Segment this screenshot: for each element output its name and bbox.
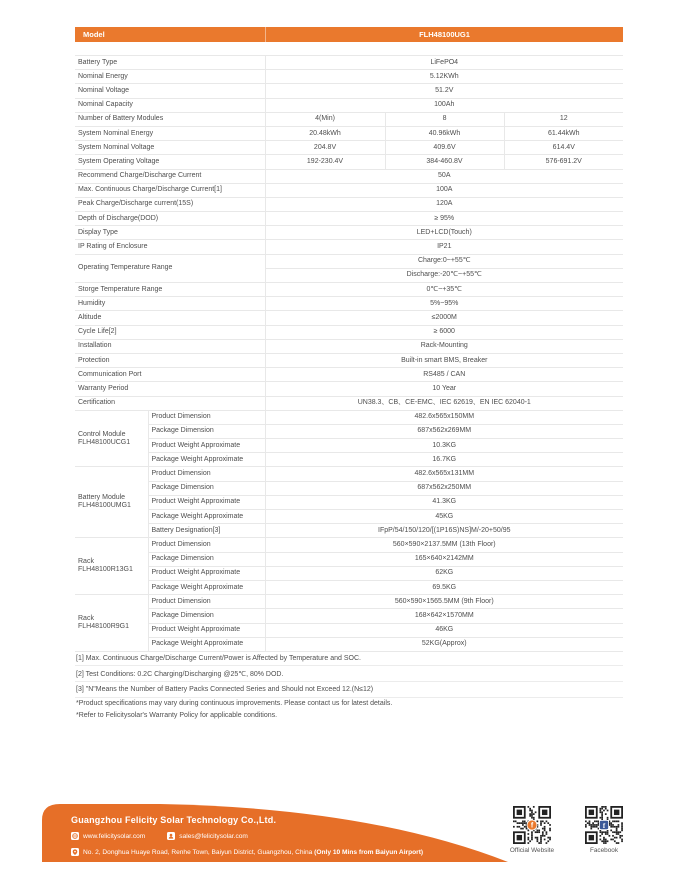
spec-value: 0℃~+35℃ (265, 283, 623, 297)
spec-row (75, 155, 623, 169)
spec-label: Display Type (75, 226, 265, 240)
spec-row (75, 453, 623, 467)
address-text: No. 2, Donghua Huaye Road, Renhe Town, Baiyun District, Guangzhou, China (Only 10 Mins from Baiyun Airport) (83, 848, 424, 856)
spec-row (75, 495, 623, 509)
spec-label: Certification (75, 396, 265, 410)
spec-row (75, 396, 623, 410)
spec-value: 16.7KG (265, 453, 623, 467)
group-model: FLH48100UCG1 (78, 438, 131, 446)
spec-row (75, 183, 623, 197)
model-label: Model (83, 30, 105, 39)
spec-row (75, 141, 623, 155)
spec-row (75, 70, 623, 84)
spec-value: 100Ah (265, 98, 623, 112)
spec-label: Battery Type (75, 56, 265, 70)
spec-row (75, 254, 623, 268)
qr-official-website (504, 806, 560, 854)
spec-value: 52KG(Approx) (265, 637, 623, 651)
spec-label: System Nominal Voltage (75, 141, 265, 155)
footnote-line: *Refer to Felicitysolar's Warranty Policy for applicable conditions. (76, 711, 278, 719)
spec-label: Nominal Voltage (75, 84, 265, 98)
spec-sublabel: Package Dimension (148, 552, 265, 566)
spec-sublabel: Product Dimension (148, 538, 265, 552)
spec-value: 46KG (265, 623, 623, 637)
spec-sublabel: Product Dimension (148, 595, 265, 609)
spec-row (75, 98, 623, 112)
contact-person-icon (167, 832, 175, 840)
spec-sublabel: Product Weight Approximate (148, 623, 265, 637)
spec-value: 10 Year (265, 382, 623, 396)
spec-sublabel: Package Weight Approximate (148, 453, 265, 467)
spec-sublabel: Product Weight Approximate (148, 566, 265, 580)
spec-label: Nominal Energy (75, 70, 265, 84)
spec-row (75, 240, 623, 254)
spec-row (75, 481, 623, 495)
spec-value: 41.3KG (265, 495, 623, 509)
spec-row (75, 197, 623, 211)
company-name: Guangzhou Felicity Solar Technology Co.,Ltd. (71, 815, 277, 825)
spec-row (75, 212, 623, 226)
footnote-line: [3] "N"Means the Number of Battery Packs Connected Series and Should not Exceed 12.(N≤12) (75, 682, 623, 697)
svg-text:f: f (530, 822, 534, 830)
spec-row (75, 126, 623, 140)
spec-value: 40.96kWh (385, 126, 504, 140)
spec-label: Number of Battery Modules (75, 112, 265, 126)
spec-value: 482.6x565x131MM (265, 467, 623, 481)
spec-label: Humidity (75, 297, 265, 311)
qr-label-official-website: Official Website (509, 847, 555, 854)
spec-sublabel: Product Dimension (148, 467, 265, 481)
spec-value: 10.3KG (265, 439, 623, 453)
spec-value: 4(Min) (265, 112, 385, 126)
spec-row (75, 623, 623, 637)
spec-sublabel: Package Dimension (148, 424, 265, 438)
spec-row (75, 283, 623, 297)
spec-value: 168×642×1570MM (265, 609, 623, 623)
spec-label: Operating Temperature Range (75, 254, 265, 282)
spec-value: 560×590×1565.5MM (9th Floor) (265, 595, 623, 609)
spec-value: 204.8V (265, 141, 385, 155)
group-name: Rack (78, 558, 94, 566)
spec-row (75, 353, 623, 367)
footer-address-row (71, 848, 423, 856)
spec-value: 45KG (265, 510, 623, 524)
footnote-line: *Product specifications may vary during continuous improvements. Please contact us for latest details. (76, 699, 393, 707)
spec-value: ≥ 6000 (265, 325, 623, 339)
spec-value: 482.6x565x150MM (265, 410, 623, 424)
spec-label: Depth of Discharge(DOD) (75, 212, 265, 226)
spec-row (75, 112, 623, 126)
spec-label: Protection (75, 353, 265, 367)
spec-row (75, 609, 623, 623)
spec-value: 409.6V (385, 141, 504, 155)
spec-value: 687x562x250MM (265, 481, 623, 495)
email-text: sales@felicitysolar.com (179, 832, 248, 840)
spec-sublabel: Package Weight Approximate (148, 580, 265, 594)
website-text: www.felicitysolar.com (83, 832, 146, 840)
spec-row (75, 169, 623, 183)
footnotes (75, 651, 623, 721)
spec-label: Communication Port (75, 368, 265, 382)
spec-label: Peak Charge/Discharge current(15S) (75, 197, 265, 211)
spec-value: ≥ 95% (265, 212, 623, 226)
spec-value: 687x562x269MM (265, 424, 623, 438)
spec-row (75, 538, 623, 552)
spec-row (75, 297, 623, 311)
spec-row (75, 580, 623, 594)
spec-value: 69.5KG (265, 580, 623, 594)
group-model: FLH48100UMG1 (78, 502, 131, 510)
spec-value: Rack-Mounting (265, 339, 623, 353)
group-name: Rack (78, 614, 94, 622)
spec-value: 192-230.4V (265, 155, 385, 169)
spec-value: LED+LCD(Touch) (265, 226, 623, 240)
spec-value: 12 (504, 112, 623, 126)
spec-label: Max. Continuous Charge/Discharge Current[1] (75, 183, 265, 197)
spec-row (75, 510, 623, 524)
model-value: FLH48100UG1 (419, 30, 470, 39)
spec-row (75, 325, 623, 339)
spec-value: IP21 (265, 240, 623, 254)
spec-row (75, 410, 623, 424)
spec-sublabel: Product Weight Approximate (148, 495, 265, 509)
facebook-qr-icon (585, 806, 623, 844)
spec-sublabel: Product Weight Approximate (148, 439, 265, 453)
address-note: (Only 10 Mins from Baiyun Airport) (314, 848, 424, 856)
footer-contact-row (71, 832, 248, 840)
footnote-line: [1] Max. Continuous Charge/Discharge Current/Power is Affected by Temperature and SOC. (75, 651, 623, 666)
group-name: Battery Module (78, 494, 126, 502)
spec-group-label (75, 538, 148, 595)
spec-row (75, 56, 623, 70)
spec-value: 8 (385, 112, 504, 126)
spec-sublabel: Package Weight Approximate (148, 510, 265, 524)
spec-label: Storge Temperature Range (75, 283, 265, 297)
spec-table (75, 55, 623, 652)
spec-label: System Operating Voltage (75, 155, 265, 169)
spec-label: IP Rating of Enclosure (75, 240, 265, 254)
spec-row (75, 467, 623, 481)
spec-value: 614.4V (504, 141, 623, 155)
spec-row (75, 595, 623, 609)
spec-sublabel: Package Weight Approximate (148, 637, 265, 651)
spec-value: ≤2000M (265, 311, 623, 325)
spec-group-label (75, 467, 148, 538)
spec-row (75, 424, 623, 438)
spec-value: 62KG (265, 566, 623, 580)
spec-value: UN38.3、CB、CE-EMC、IEC 62619、EN IEC 62040-1 (265, 396, 623, 410)
spec-row (75, 382, 623, 396)
spec-value: Built-in smart BMS, Breaker (265, 353, 623, 367)
spec-value: 384-460.8V (385, 155, 504, 169)
spec-value: 5.12KWh (265, 70, 623, 84)
spec-row (75, 524, 623, 538)
globe-icon (71, 832, 79, 840)
spec-row (75, 566, 623, 580)
spec-label: Recommend Charge/Discharge Current (75, 169, 265, 183)
spec-table-body (75, 56, 623, 652)
spec-value: RS485 / CAN (265, 368, 623, 382)
spec-row (75, 637, 623, 651)
group-model: FLH48100R13G1 (78, 566, 133, 574)
spec-value: IFpP/54/150/120/[(1P16S)NS]M/-20+50/95 (265, 524, 623, 538)
spec-label: Warranty Period (75, 382, 265, 396)
spec-value: 165×640×2142MM (265, 552, 623, 566)
spec-sublabel: Package Dimension (148, 481, 265, 495)
spec-value: 20.48kWh (265, 126, 385, 140)
spec-value: 100A (265, 183, 623, 197)
spec-label: Cycle Life[2] (75, 325, 265, 339)
spec-value: 120A (265, 197, 623, 211)
spec-value: 560×590×2137.5MM (13th Floor) (265, 538, 623, 552)
spec-value: 576-691.2V (504, 155, 623, 169)
spec-sublabel: Product Dimension (148, 410, 265, 424)
spec-sublabel: Battery Designation[3] (148, 524, 265, 538)
spec-group-label (75, 595, 148, 652)
spec-value: 50A (265, 169, 623, 183)
spec-value: Discharge:-20℃~+55℃ (265, 268, 623, 282)
spec-row (75, 552, 623, 566)
spec-value: Charge:0~+55℃ (265, 254, 623, 268)
spec-label: Nominal Capacity (75, 98, 265, 112)
spec-row (75, 439, 623, 453)
spec-value: LiFePO4 (265, 56, 623, 70)
qr-label-facebook: Facebook (589, 847, 619, 854)
spec-label: System Nominal Energy (75, 126, 265, 140)
spec-value: 61.44kWh (504, 126, 623, 140)
spec-row (75, 368, 623, 382)
official-website-qr-icon (513, 806, 551, 844)
spec-value: 51.2V (265, 84, 623, 98)
spec-group-label (75, 410, 148, 467)
svg-text:f: f (602, 821, 606, 830)
location-pin-icon (71, 848, 79, 856)
group-name: Control Module (78, 430, 126, 438)
qr-facebook (576, 806, 632, 854)
model-header-bar (75, 27, 623, 42)
spec-row (75, 84, 623, 98)
spec-row (75, 311, 623, 325)
spec-row (75, 339, 623, 353)
group-model: FLH48100R9G1 (78, 623, 129, 630)
spec-sublabel: Package Dimension (148, 609, 265, 623)
spec-label: Installation (75, 339, 265, 353)
spec-row (75, 226, 623, 240)
spec-value: 5%~95% (265, 297, 623, 311)
footnote-line: [2] Test Conditions: 0.2C Charging/Discharging @25℃, 80% DOD. (75, 666, 623, 682)
spec-label: Altitude (75, 311, 265, 325)
